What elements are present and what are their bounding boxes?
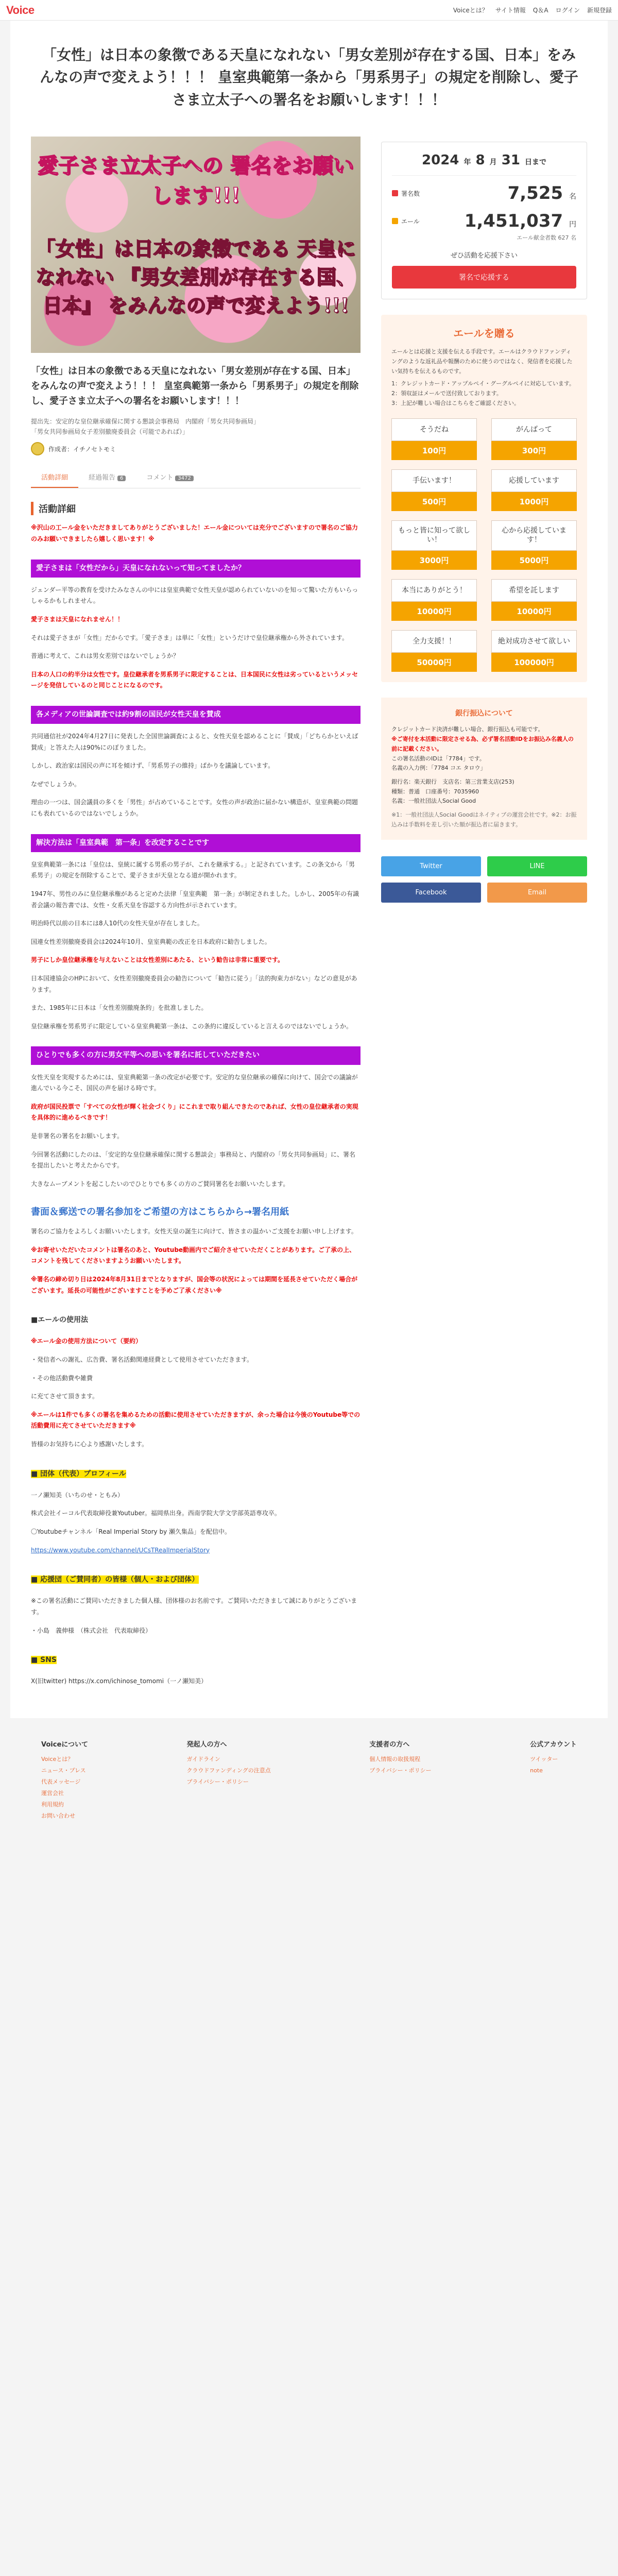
- comments-count-badge: 3472: [175, 476, 193, 481]
- author[interactable]: [31, 442, 360, 455]
- heading-bar-4: ひとりでも多くの方に男女平等への思いを署名に託していただきたい: [31, 1046, 360, 1064]
- hero-subheadline: 「女性」は日本の象徴である 天皇になれない 『男女差別が存在する国、日本』 をみんなの声で変えよう!!!: [36, 237, 356, 317]
- yell-option[interactable]: もっと皆に知って欲しい！ 3000円: [391, 520, 477, 569]
- paragraph: 署名のご協力をよろしくお願いいたします。女性天皇の誕生に向けて、皆さまの温かいご支援をお願い申し上げます。: [31, 1228, 357, 1235]
- paragraph: しかし、政治家は国民の声に耳を傾けず、「男系男子の維持」ばかりを議論しています。: [31, 762, 274, 770]
- share-buttons: [381, 856, 587, 903]
- footer-column: 公式アカウント ツイッター note: [530, 1740, 577, 1774]
- paragraph: 一ノ瀬知美（いちのせ・ともみ）: [31, 1491, 124, 1499]
- page-wrapper: [10, 21, 608, 1718]
- yell-options: [391, 418, 577, 671]
- subheading-supporters: ■ 応援団（ご賛同者）の皆様（個人・および団体）: [31, 1575, 199, 1584]
- paragraph: ※この署名活動にご賛同いただきました個人様、団体様のお名前です。ご賛同いただきまして誠にありがとうございます。: [31, 1597, 357, 1616]
- stats-card: [381, 142, 587, 299]
- page-title: 「女性」は日本の象徴である天皇になれない「男女差別が存在する国、日本」をみんなの声で変えよう！！！ 皇室典範第一条から「男系男子」の規定を削除し、愛子さま立太子への署名をお願いします！！！: [40, 46, 578, 108]
- yell-option[interactable]: 心から応援しています！ 5000円: [491, 520, 577, 569]
- hero-image: [31, 137, 360, 353]
- paragraph: ジェンダー平等の教育を受けたみなさんの中には皇室典範で女性天皇が認められていないのを知って驚いた方もいらっしゃるかもしれません。: [31, 586, 358, 605]
- hero-headline: 愛子さま立太子への 署名をお願いします!!!: [38, 154, 354, 208]
- footer-column: 発起人の方へ ガイドライン クラウドファンディングの注意点 プライバシー・ポリシー: [186, 1740, 271, 1785]
- site-logo[interactable]: Voice: [6, 3, 35, 16]
- bank-title: 銀行振込について: [455, 709, 513, 718]
- campaign-meta: [31, 416, 360, 437]
- subheading-yell-usage: ■エールの使用法: [31, 1316, 88, 1325]
- yell-option[interactable]: 希望を託します 10000円: [491, 579, 577, 621]
- sidebar: [381, 126, 587, 1687]
- paragraph: 日本国連協会のHPにおいて、女性差別撤廃委員会の勧告について「勧告に従う」「法的拘束力がない」などの意見があります。: [31, 974, 357, 993]
- body-notice: ※沢山の工ール金をいただきましてありがとうございました！エール金については充分でございますので署名のご協力のみお願いできましたら嬉しく思います！※: [31, 524, 358, 543]
- paragraph: 普通に考えて、これは男女差別ではないでしょうか？: [31, 652, 179, 660]
- paragraph: それは愛子さまが「女性」だからです。「愛子さま」は単に「女性」というだけで皇位継承権から外されています。: [31, 634, 348, 641]
- paragraph: 理由の一つは、国会議員の多くを「男性」が占めていることです。女性の声が政治に届かない構造が、皇室典範の問題にも表れているのではないでしょうか。: [31, 799, 358, 818]
- site-header: [0, 0, 618, 21]
- nav-site-info[interactable]: サイト情報: [495, 7, 526, 14]
- yell-option[interactable]: そうだね 100円: [391, 418, 477, 460]
- campaign-body: [31, 522, 360, 1687]
- deadline-date: 2024 年 8 月 31 日まで: [392, 152, 576, 176]
- paragraph: 株式会社イーコル代表取締役兼Youtuber。福岡県出身。西南学院大学文学部英語専攻卒。: [31, 1510, 281, 1517]
- nav-login[interactable]: ログイン: [555, 7, 580, 14]
- paragraph: ※エール金の使用方法について（要約）: [31, 1337, 142, 1345]
- recipient-line-2: 「男女共同参画局女子差別撤廃委員会（可能であれば）」: [31, 428, 189, 435]
- tab-comments[interactable]: コメント 3472: [136, 467, 203, 488]
- yell-option[interactable]: 本当にありがとう！ 10000円: [391, 579, 477, 621]
- yell-amount-row: エール 1,451,037 円: [392, 211, 576, 231]
- tab-bar: [31, 467, 360, 488]
- share-twitter-button[interactable]: Twitter: [381, 856, 481, 876]
- paragraph: 政府が国民投票で「すべての女性が輝く社会づくり」にこれまで取り組んできたのであれば、女性の皇位継承者の実現を具体的に進めるべきです！: [31, 1103, 358, 1122]
- yell-option[interactable]: 絶対成功させて欲しい 100000円: [491, 630, 577, 672]
- paragraph: ・その他活動費や雑費: [31, 1374, 93, 1382]
- yell-option[interactable]: 手伝います！ 500円: [391, 469, 477, 511]
- subheading-profile: ■ 団体（代表）プロフィール: [31, 1469, 126, 1478]
- paragraph: 〇Youtubeチャンネル「Real Imperial Story by 瀬久集品」を配信中。: [31, 1528, 231, 1535]
- support-prompt: ぜひ活動を応援下さい: [450, 252, 518, 260]
- heading-bar-3: 解決方法は「皇室典範 第一条」を改定することです: [31, 834, 360, 852]
- paragraph: に充てさせて頂きます。: [31, 1393, 99, 1400]
- paragraph: ※エールは1件でも多くの署名を集めるための活動に使用させていただきますが、余った場合は今後のYoutube等での活動費用に充てさせていただきます※: [31, 1411, 360, 1430]
- yell-donor-count: エール献金者数 627 名: [517, 234, 576, 242]
- paragraph: ・発信者への謝礼、広告費、署名活動関連経費として使用させていただきます。: [31, 1356, 253, 1364]
- sns-link[interactable]: X(旧twitter) https://x.com/ichinose_tomomi（一ノ瀬知美）: [31, 1677, 208, 1685]
- share-facebook-button[interactable]: Facebook: [381, 883, 481, 903]
- nav-faq[interactable]: Q＆A: [533, 7, 548, 14]
- yell-amount: 1,451,037: [464, 211, 563, 232]
- paragraph: 今回署名活動にしたのは、「安定的な皇位継承確保に関する懇談会」事務局と、内閣府の「男女共同参画局」に、署名を提出したいと考えたからです。: [31, 1150, 356, 1170]
- paragraph: また、1985年に日本は「女性差別撤廃条約」を批准しました。: [31, 1004, 208, 1012]
- tab-details[interactable]: 活動詳細: [31, 467, 78, 488]
- nav-about[interactable]: Voiceとは？: [453, 7, 488, 14]
- yell-option[interactable]: がんばって 300円: [491, 418, 577, 460]
- paragraph: 愛子さまは天皇になれません！！: [31, 615, 124, 623]
- paragraph: 皇位継承権を男系男子に限定している皇室典範第一条は、この条約に違反していると言えるのではないでしょうか。: [31, 1022, 353, 1030]
- author-name: 作成者：イチノセトモミ: [48, 445, 116, 453]
- yell-description: エールとは応援と支援を伝える手段です。エールはクラウドファンディングのような返礼品や報酬のために使うのではなく、発信者を応援したい気持ちを伝えるものです。 1：クレジットカード・アップルペイ・グーグルペイに対応しています。 2：領収証はメールで送付致しております。 3：上記が難しい場合はこちらをご確認ください。: [391, 348, 575, 406]
- paragraph: 大きなムーブメントを起こしたいのでひとりでも多くの方のご賛同署名をお願いいたします。: [31, 1180, 289, 1188]
- paragraph: 共同通信社が2024年4月27日に発表した全国世論調査によると、女性天皇を認めることに「賛成」「どちらかといえば賛成」と答えた人は90%にのぼりました。: [31, 733, 358, 751]
- paragraph: 是非署名の署名をお願いします。: [31, 1132, 124, 1140]
- main-nav: [453, 6, 612, 14]
- tab-updates[interactable]: 経過報告 6: [78, 467, 136, 488]
- subheading-sns: ■ SNS: [31, 1656, 57, 1665]
- paragraph: 日本の人口の約半分は女性です。皇位継承者を男系男子に限定することは、日本国民に女性は劣っているというメッセージを発信しているのと同じことになるのです。: [31, 670, 358, 689]
- footer-column: 支援者の方へ 個人情報の取扱規程 プライバシー・ポリシー: [369, 1740, 432, 1774]
- paper-signature-link[interactable]: 書面＆郵送での署名参加をご希望の方はこちらから→署名用紙: [31, 1207, 289, 1218]
- site-footer: [0, 1718, 618, 1853]
- paragraph: 明治時代以前の日本には8人10代の女性天皇が存在しました。: [31, 920, 203, 927]
- share-email-button[interactable]: Email: [487, 883, 587, 903]
- section-heading: 活動詳細: [31, 502, 360, 515]
- heading-bar-2: 各メディアの世論調査では約9割の国民が女性天皇を賛成: [31, 706, 360, 724]
- youtube-link[interactable]: https://www.youtube.com/channel/UCsTRealImperialStory: [31, 1546, 210, 1554]
- comment-notice: ※お寄せいただいたコメントは署名のあと、Youtube動画内でご紹介させていただくことがあります。ご了承の上、コメントを残してくださいますようお願いいたします。: [31, 1246, 356, 1265]
- paragraph: 皆様のお気持ちに心より感謝いたします。: [31, 1440, 148, 1448]
- signature-marker-icon: [392, 190, 398, 196]
- heading-bar-1: 愛子さまは「女性だから」天皇になれないって知ってましたか？: [31, 560, 360, 578]
- signature-count: 7,525: [507, 183, 563, 204]
- bank-transfer-card: 銀行振込について クレジットカード決済が難しい場合、銀行振込も可能です。 ※ご寄付を本活動に限定させる為、必ず署名活動IDをお振込み名義人の前に記載ください。 この署名活動のIDは「7784」です。 名義の入力例：「7784 コエ タロウ」 銀行名：楽天銀行 支店名：第三営業支店(253) 種類：普通 口座番号：7035960 名義：一般社団法人Social Good ※1：一般社団法人Social Goodはネイティブの運営会社です。※2：お振込みは手数料を差し引いた額が振込者に届きます。: [381, 698, 587, 840]
- updates-count-badge: 6: [117, 476, 126, 481]
- paragraph: 1947年、男性のみに皇位継承権があると定めた法律「皇室典範 第一条」が制定されました。しかし、2005年の有識者会議の報告書では、女性・女系天皇を容認する方向性が示されています。: [31, 890, 359, 909]
- main-column: [31, 126, 360, 1687]
- footer-column: Voiceについて Voiceとは？ ニュース・プレス 代表メッセージ 運営会社 利用規約 お問い合わせ: [41, 1740, 89, 1819]
- paragraph: なぜでしょうか。: [31, 780, 81, 788]
- paragraph: 女性天皇を実現するためには、皇室典範第一条の改定が必要です。安定的な皇位継承の確保に向けて、国会での議論が進んでいる今こそ、国民の声を届ける時です。: [31, 1073, 358, 1092]
- share-line-button[interactable]: LINE: [487, 856, 587, 876]
- signature-count-row: 署名数 7,525 名: [392, 183, 576, 204]
- nav-register[interactable]: 新規登録: [587, 7, 612, 14]
- yell-card: [381, 315, 587, 682]
- yell-marker-icon: [392, 218, 398, 224]
- paragraph: 男子にしか皇位継承権を与えないことは女性差別にあたる、という勧告は非常に重要です。: [31, 956, 284, 964]
- recipient-line-1: 提出先：安定的な皇位継承確保に関する懇談会事務局 内閣府「男女共同参画局」: [31, 417, 260, 425]
- deadline-notice: ※署名の締め切り日は2024年8月31日までとなりますが、国会等の状況によっては期間を延長させていただく場合がございます。延長の可能性がございますことを予めご了承ください※: [31, 1276, 358, 1294]
- paragraph: ・小島 義伸様 （株式会社 代表取締役）: [31, 1626, 152, 1634]
- campaign-title: 「女性」は日本の象徴である天皇になれない「男女差別が存在する国、日本」をみんなの声で変えよう！！！ 皇室典範第一条から「男系男子」の規定を削除し、愛子さま立太子への署名をお願いします！！！: [31, 366, 359, 406]
- paragraph: 皇室典範第一条には「皇位は、皇統に属する男系の男子が、これを継承する。」と記されています。この条文から「男系男子」の規定を削除することで、愛子さまが天皇となる道が開かれます。: [31, 860, 355, 879]
- paragraph: 国連女性差別撤廃委員会は2024年10月、皇室典範の改正を日本政府に勧告しました。: [31, 938, 271, 945]
- yell-title: エールを贈る: [453, 327, 515, 340]
- yell-option[interactable]: 応援しています 1000円: [491, 469, 577, 511]
- sign-button[interactable]: 署名で応援する: [392, 266, 576, 289]
- yell-option[interactable]: 全力支援！！ 50000円: [391, 630, 477, 672]
- avatar: [31, 442, 44, 455]
